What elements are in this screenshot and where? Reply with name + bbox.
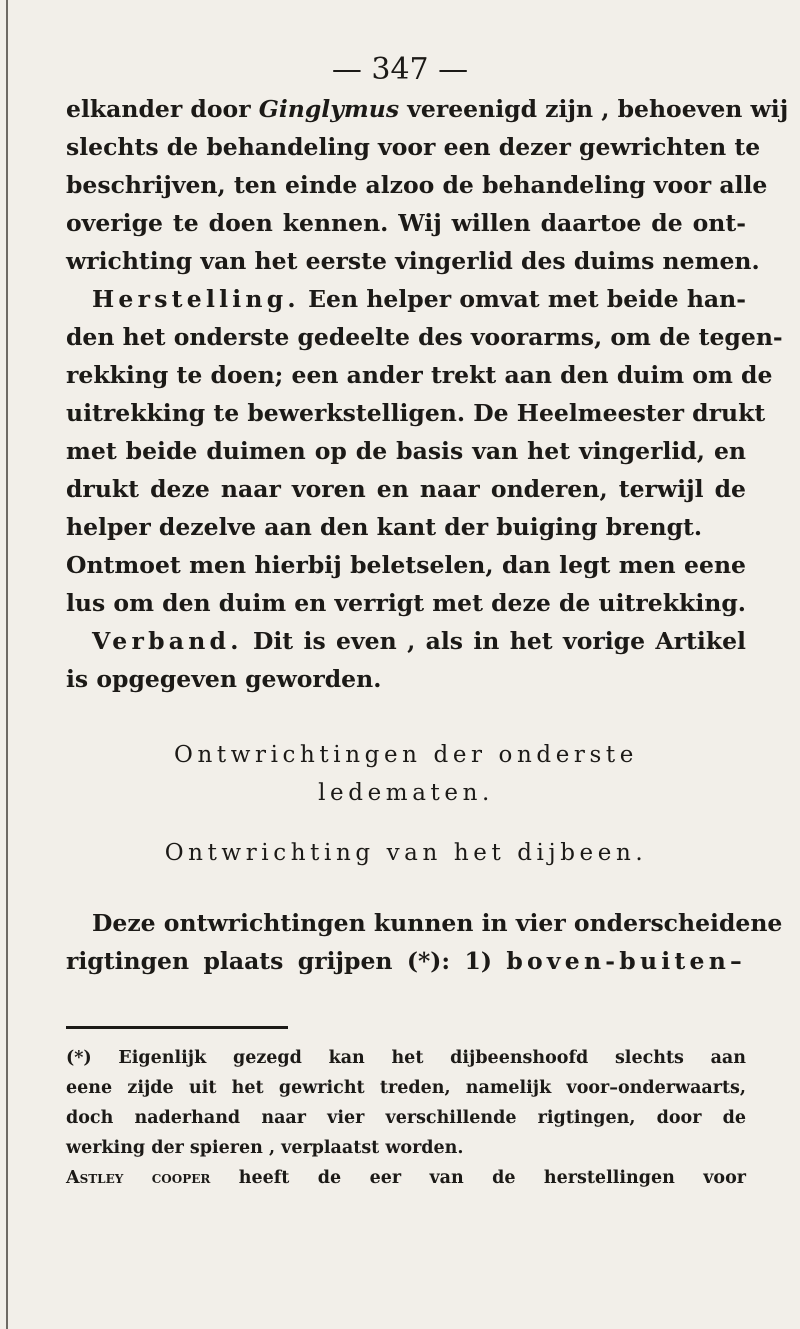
page-number: — 347 — (331, 52, 469, 87)
footnote-rule (66, 1026, 288, 1029)
footnote-line: doch naderhand naar vier verschillende rigtingen, door de (66, 1108, 746, 1128)
latin-term: Ginglymus (258, 95, 400, 123)
footnote-line: werking der spieren , verplaatst worden. (66, 1138, 464, 1158)
text-line: den het onderste gedeelte des voorarms, om de tegen- (66, 323, 783, 351)
text-line: wrichting van het eerste vingerlid des duims nemen. (66, 247, 760, 275)
footnote-line: eene zijde uit het gewricht treden, namelijk voor–onderwaarts, (66, 1078, 746, 1098)
spaced-term: Verband. (92, 627, 243, 655)
text-line: is opgegeven geworden. (66, 665, 382, 693)
text-line: slechts de behandeling voor een dezer gewrichten te (66, 133, 761, 161)
text-line: uitrekking te bewerkstelligen. De Heelmeester drukt (66, 399, 766, 427)
text-line: elkander door Ginglymus vereenigd zijn , behoeven wij (66, 95, 789, 123)
text-line: helper dezelve aan den kant der buiging brengt. (66, 513, 703, 541)
spaced-term: boven-buiten– (506, 947, 746, 975)
page-spine-edge (6, 0, 8, 1329)
text-line: met beide duimen op de basis van het vingerlid, en (66, 437, 746, 465)
author-name: Astley cooper (66, 1168, 211, 1188)
section-title: Ontwrichtingen der onderste (173, 742, 638, 768)
text-line: drukt deze naar voren en naar onderen, terwijl de (66, 475, 746, 503)
spaced-term: Herstelling. (92, 285, 300, 313)
text-line: rigtingen plaats grijpen (*): 1) boven-buiten– (66, 947, 746, 975)
footnote-line: Astley cooper heeft de eer van de herstellingen voor (66, 1168, 746, 1188)
text-line: Deze ontwrichtingen kunnen in vier onderscheidene (92, 909, 783, 937)
footnote-line: (*) Eigenlijk gezegd kan het dijbeenshoofd slechts aan (66, 1048, 746, 1068)
text-line: Ontmoet men hierbij beletselen, dan legt men eene (66, 551, 746, 579)
text-line: rekking te doen; een ander trekt aan den duim om de (66, 361, 773, 389)
text-line: lus om den duim en verrigt met deze de uitrekking. (66, 589, 746, 617)
text-line: Herstelling. Een helper omvat met beide han- (92, 285, 746, 313)
text-line: Verband. Dit is even , als in het vorige Artikel (92, 627, 746, 655)
section-subtitle: Ontwrichting van het dijbeen. (164, 840, 648, 866)
section-title: ledematen. (318, 780, 494, 806)
text-line: beschrijven, ten einde alzoo de behandeling voor alle (66, 171, 768, 199)
text-line: overige te doen kennen. Wij willen daartoe de ont- (66, 209, 746, 237)
